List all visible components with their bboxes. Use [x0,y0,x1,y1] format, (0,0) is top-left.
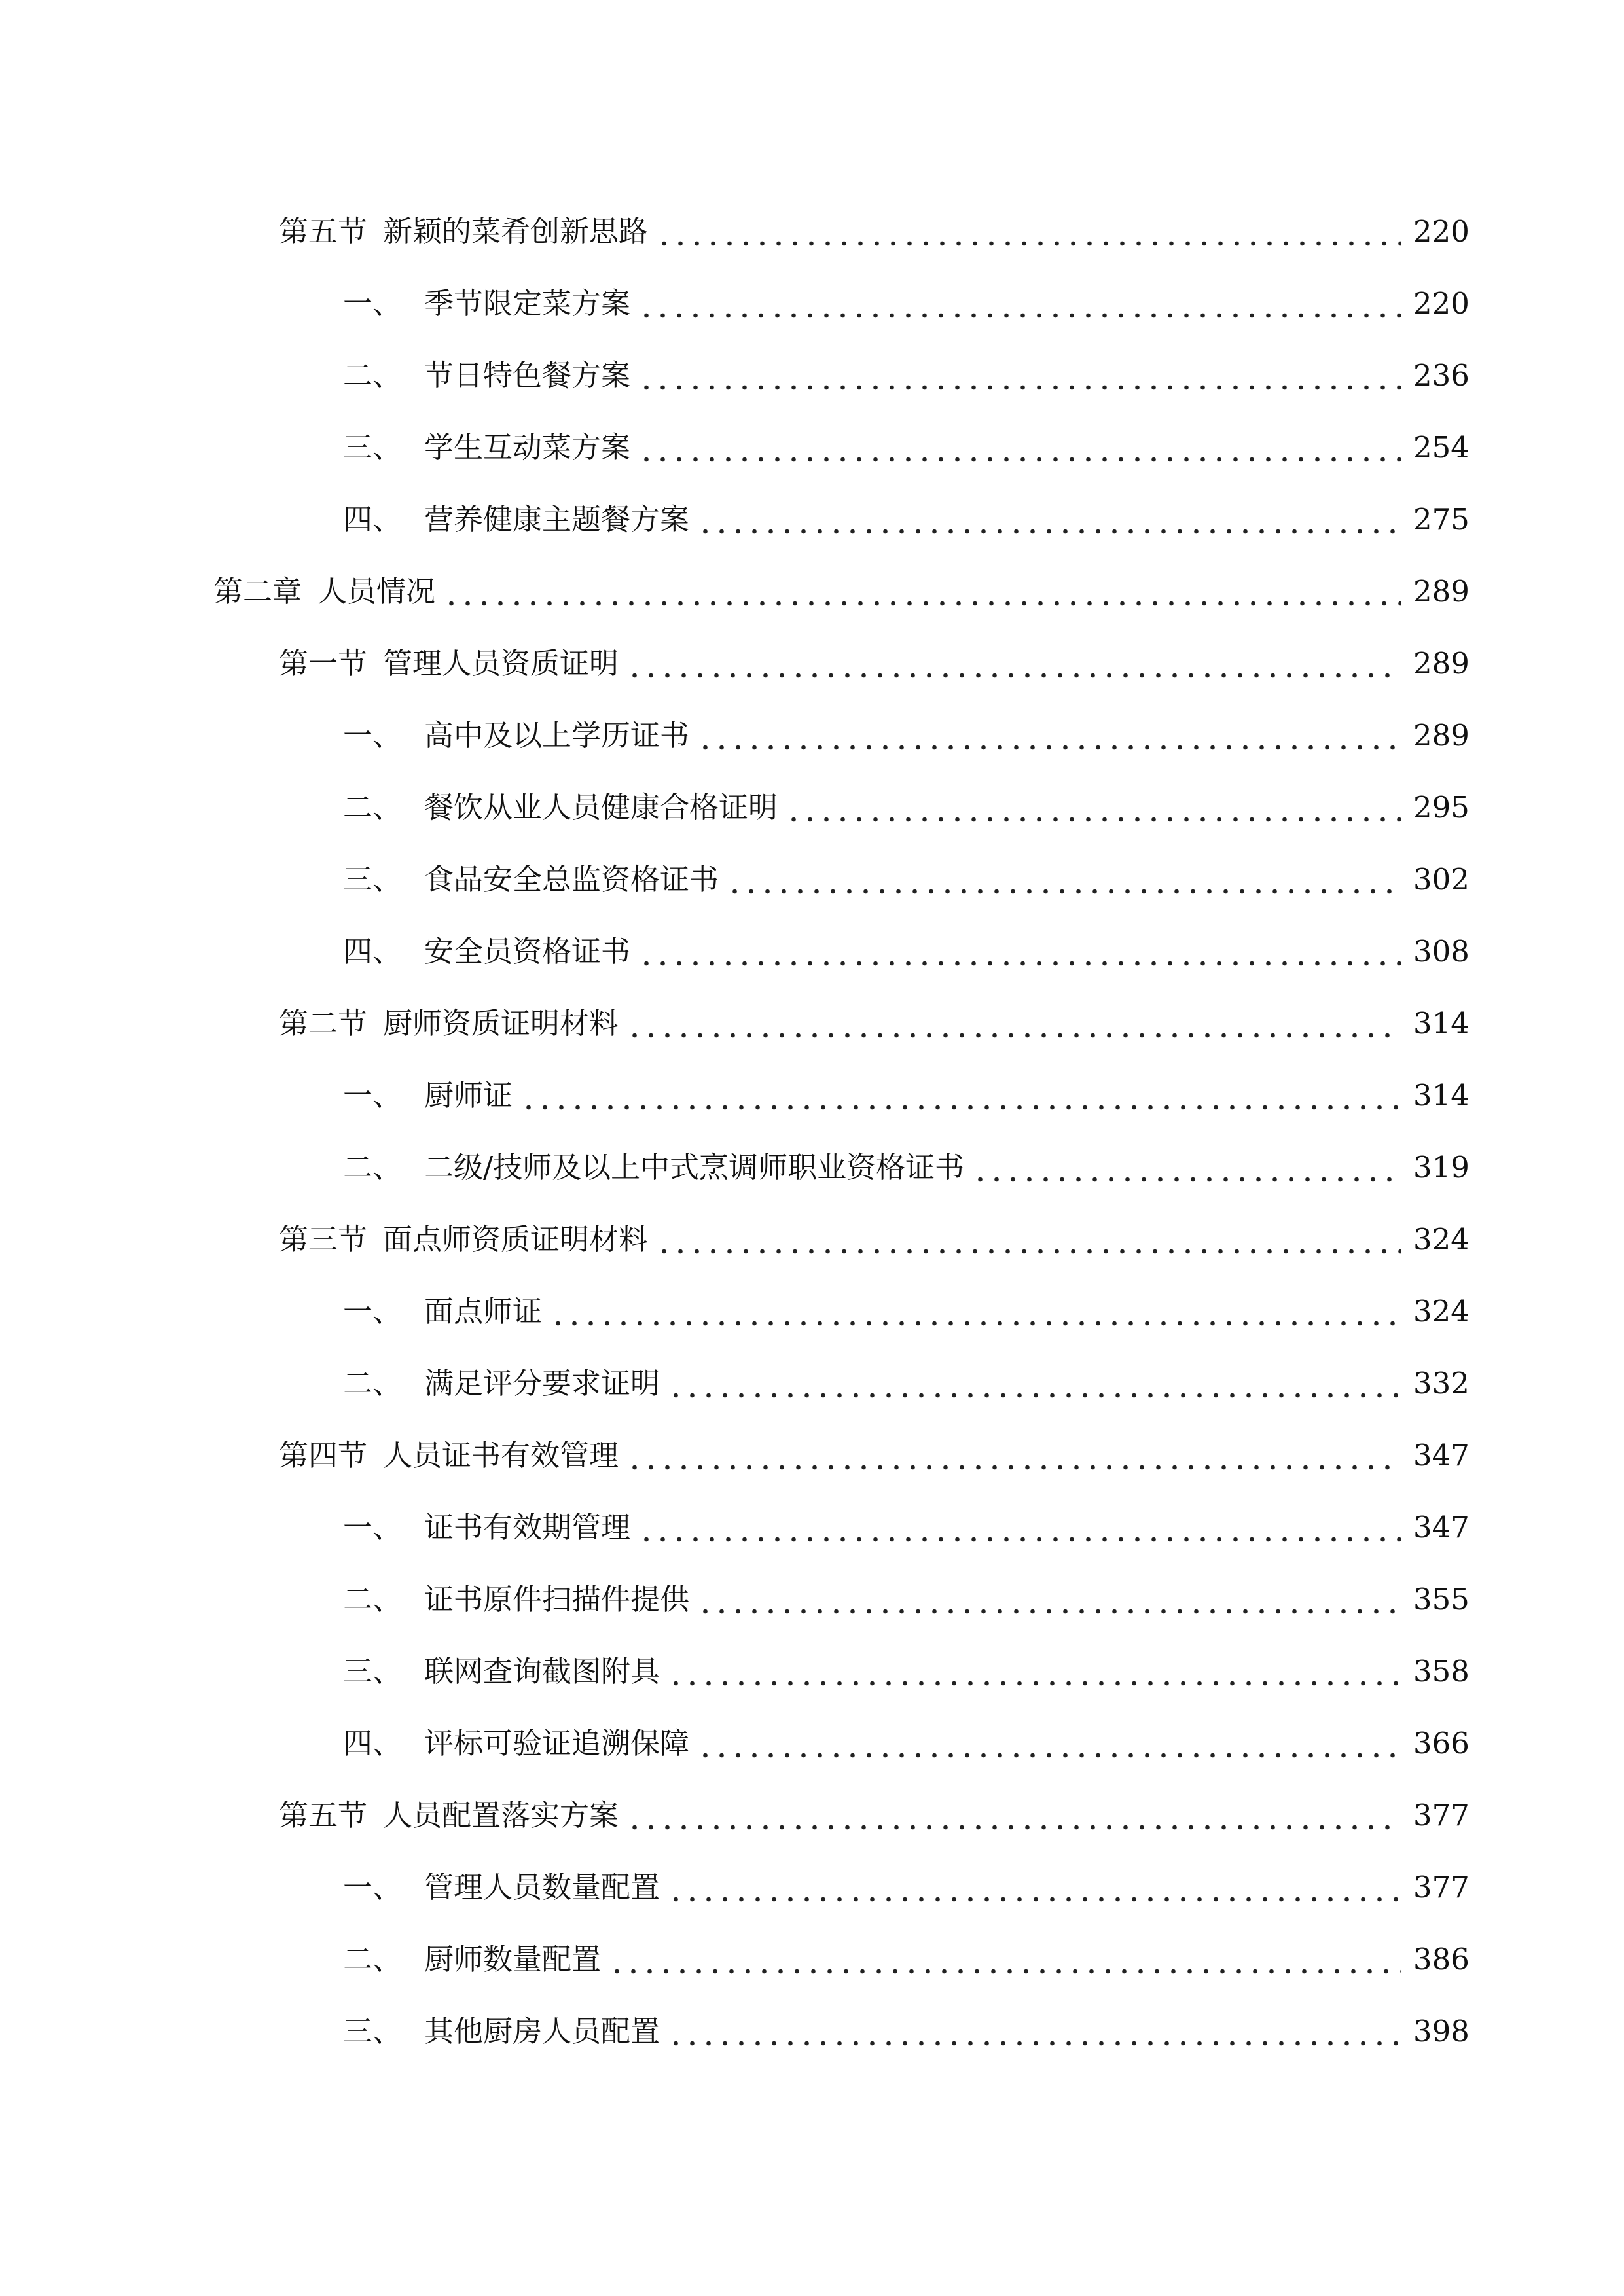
toc-entry-title: 厨师数量配置 [424,1941,602,1977]
toc-entry-page: 289 [1413,573,1470,609]
toc-entry-item[interactable] [0,915,1624,987]
toc-entry-number: 第二节 [279,1005,368,1041]
toc-entry-section[interactable] [0,1203,1624,1275]
toc-entry-number: 第四节 [279,1437,368,1473]
toc-entry-number: 二、 [343,789,403,825]
dot-leader [668,2017,1401,2046]
toc-entry-title: 人员情况 [317,573,436,609]
toc-entry-number: 一、 [343,1077,403,1113]
table-of-contents [0,195,1624,2067]
dot-leader [668,1873,1401,1902]
toc-entry-page: 332 [1413,1365,1470,1401]
toc-entry-page: 366 [1413,1725,1470,1761]
toc-entry-item[interactable] [0,1275,1624,1347]
toc-entry-title: 节日特色餐方案 [424,357,631,393]
toc-entry-number: 二、 [343,1149,403,1185]
toc-entry-page: 386 [1413,1941,1470,1977]
dot-leader [697,1729,1401,1758]
dot-leader [656,1225,1401,1254]
dot-leader [550,1297,1401,1326]
toc-entry-page: 289 [1413,717,1470,753]
dot-leader [626,649,1401,678]
toc-entry-title: 管理人员数量配置 [424,1869,660,1905]
toc-entry-number: 三、 [343,1653,403,1689]
toc-entry-section[interactable] [0,627,1624,699]
toc-entry-number: 二、 [343,1365,403,1401]
toc-entry-page: 314 [1413,1005,1470,1041]
dot-leader [656,217,1401,246]
dot-leader [785,793,1401,822]
toc-entry-title: 学生互动菜方案 [424,429,631,465]
toc-entry-item[interactable] [0,1059,1624,1131]
toc-entry-title: 证书原件扫描件提供 [424,1581,690,1617]
toc-entry-number: 三、 [343,2013,403,2049]
toc-entry-page: 319 [1413,1149,1470,1185]
toc-entry-number: 第二章 [213,573,302,609]
toc-entry-page: 324 [1413,1221,1470,1257]
toc-entry-title: 人员配置落实方案 [383,1797,619,1833]
toc-entry-page: 289 [1413,645,1470,681]
toc-entry-item[interactable] [0,411,1624,483]
toc-entry-number: 二、 [343,357,403,393]
toc-entry-item[interactable] [0,1707,1624,1779]
dot-leader [697,505,1401,534]
toc-entry-page: 254 [1413,429,1470,465]
dot-leader [638,937,1401,966]
toc-entry-title: 评标可验证追溯保障 [424,1725,690,1761]
toc-entry-number: 四、 [343,501,403,537]
dot-leader [626,1801,1401,1830]
toc-entry-title: 新颖的菜肴创新思路 [383,213,649,249]
toc-entry-section[interactable] [0,987,1624,1059]
toc-entry-title: 厨师证 [424,1077,513,1113]
toc-entry-item[interactable] [0,1491,1624,1563]
toc-entry-title: 季节限定菜方案 [424,285,631,321]
toc-entry-page: 377 [1413,1797,1470,1833]
dot-leader [609,1945,1401,1974]
toc-entry-section[interactable] [0,1779,1624,1851]
dot-leader [638,289,1401,318]
toc-entry-title: 面点师证 [424,1293,543,1329]
toc-entry-item[interactable] [0,699,1624,771]
toc-entry-number: 三、 [343,429,403,465]
toc-entry-item[interactable] [0,339,1624,411]
toc-entry-title: 二级/技师及以上中式烹调师职业资格证书 [424,1149,965,1185]
toc-entry-number: 一、 [343,1293,403,1329]
toc-entry-page: 302 [1413,861,1470,897]
toc-entry-number: 二、 [343,1581,403,1617]
toc-entry-title: 人员证书有效管理 [383,1437,619,1473]
toc-entry-number: 第五节 [279,1797,368,1833]
toc-entry-number: 一、 [343,285,403,321]
toc-entry-page: 220 [1413,213,1470,249]
toc-entry-page: 347 [1413,1437,1470,1473]
toc-entry-section[interactable] [0,195,1624,267]
toc-entry-page: 295 [1413,789,1470,825]
toc-entry-page: 398 [1413,2013,1470,2049]
toc-entry-number: 四、 [343,1725,403,1761]
toc-entry-number: 第一节 [279,645,368,681]
toc-entry-item[interactable] [0,483,1624,555]
toc-entry-title: 满足评分要求证明 [424,1365,660,1401]
toc-entry-title: 厨师资质证明材料 [383,1005,619,1041]
toc-entry-page: 347 [1413,1509,1470,1545]
dot-leader [638,361,1401,390]
toc-entry-number: 四、 [343,933,403,969]
dot-leader [668,1369,1401,1398]
toc-entry-number: 一、 [343,717,403,753]
toc-entry-item[interactable] [0,1851,1624,1923]
dot-leader [697,721,1401,750]
dot-leader [520,1081,1401,1110]
toc-entry-page: 275 [1413,501,1470,537]
toc-entry-item[interactable] [0,1923,1624,1995]
toc-entry-page: 308 [1413,933,1470,969]
dot-leader [626,1441,1401,1470]
dot-leader [443,577,1401,606]
toc-entry-page: 358 [1413,1653,1470,1689]
toc-entry-number: 第五节 [279,213,368,249]
toc-entry-item[interactable] [0,1635,1624,1707]
toc-entry-title: 餐饮从业人员健康合格证明 [424,789,778,825]
toc-entry-number: 第三节 [279,1221,368,1257]
dot-leader [638,433,1401,462]
toc-entry-title: 管理人员资质证明 [383,645,619,681]
dot-leader [638,1513,1401,1542]
toc-entry-title: 安全员资格证书 [424,933,631,969]
dot-leader [668,1657,1401,1686]
toc-entry-title: 食品安全总监资格证书 [424,861,719,897]
dot-leader [727,865,1401,894]
toc-entry-title: 面点师资质证明材料 [383,1221,649,1257]
toc-entry-page: 220 [1413,285,1470,321]
toc-entry-page: 355 [1413,1581,1470,1617]
toc-entry-page: 314 [1413,1077,1470,1113]
toc-entry-number: 一、 [343,1509,403,1545]
toc-entry-page: 377 [1413,1869,1470,1905]
toc-entry-title: 其他厨房人员配置 [424,2013,660,2049]
toc-entry-title: 营养健康主题餐方案 [424,501,690,537]
toc-entry-chapter[interactable] [0,555,1624,627]
dot-leader [972,1153,1401,1182]
toc-entry-title: 高中及以上学历证书 [424,717,690,753]
toc-entry-title: 联网查询截图附具 [424,1653,660,1689]
dot-leader [626,1009,1401,1038]
toc-entry-page: 324 [1413,1293,1470,1329]
toc-entry-item[interactable] [0,267,1624,339]
toc-entry-number: 二、 [343,1941,403,1977]
toc-entry-number: 三、 [343,861,403,897]
dot-leader [697,1585,1401,1614]
toc-entry-item[interactable] [0,771,1624,843]
toc-entry-item[interactable] [0,1563,1624,1635]
toc-entry-section[interactable] [0,1419,1624,1491]
toc-entry-item[interactable] [0,1347,1624,1419]
toc-entry-number: 一、 [343,1869,403,1905]
toc-entry-item[interactable] [0,1995,1624,2067]
toc-entry-page: 236 [1413,357,1470,393]
toc-entry-title: 证书有效期管理 [424,1509,631,1545]
toc-entry-item[interactable] [0,843,1624,915]
toc-entry-item[interactable] [0,1131,1624,1203]
